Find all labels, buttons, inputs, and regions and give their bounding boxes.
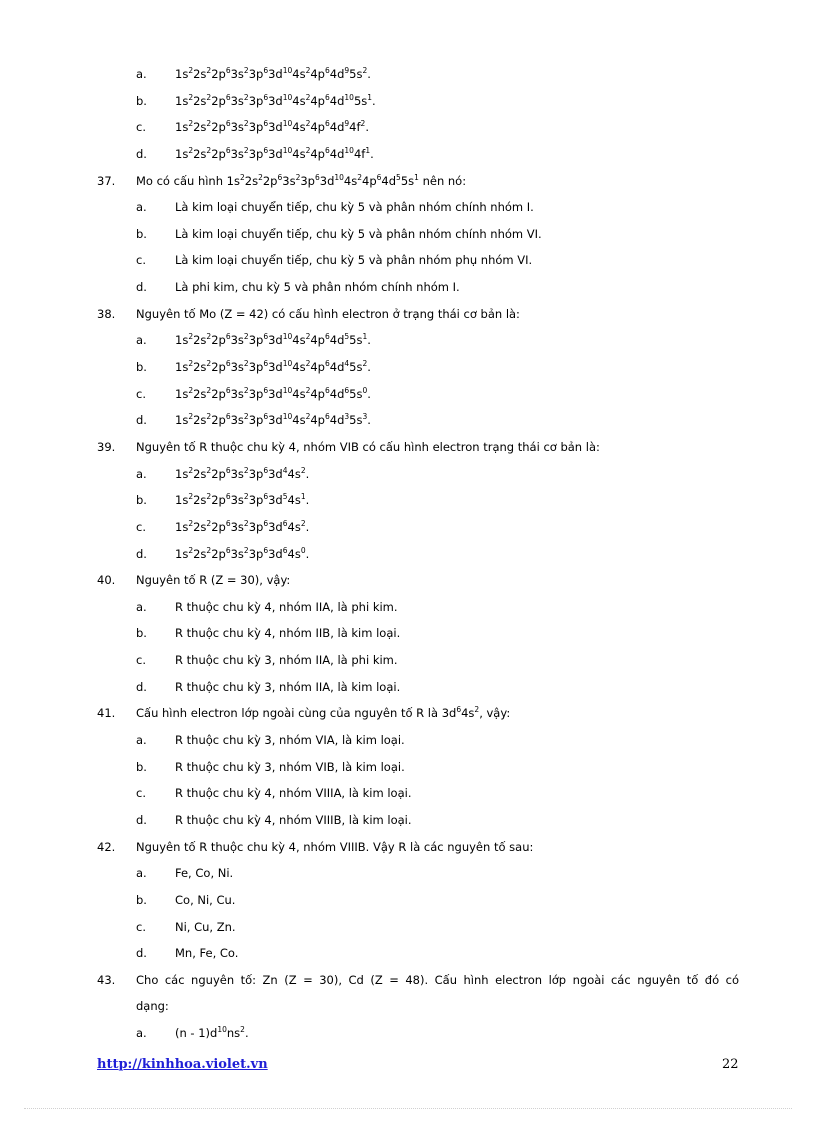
option-line xyxy=(0,328,816,355)
option-label: d. xyxy=(136,812,147,827)
option-text: $1s^22s^22p^63s^23p^63d^64s^2$. xyxy=(175,518,310,534)
option-text: Là kim loại chuyển tiếp, chu kỳ 5 và phân nhóm phụ nhóm VI. xyxy=(175,253,533,268)
question-text: Nguyên tố Mo (Z = 42) có cấu hình electron ở trạng thái cơ bản là: xyxy=(136,306,520,321)
option-line xyxy=(0,675,816,702)
question-number: 41. xyxy=(97,706,116,721)
option-label: a. xyxy=(136,733,147,748)
question-text: dạng: xyxy=(136,999,169,1014)
option-label: d. xyxy=(136,146,147,161)
option-line xyxy=(0,648,816,675)
option-label: b. xyxy=(136,493,147,508)
question-number: 42. xyxy=(97,839,116,854)
option-label: b. xyxy=(136,626,147,641)
option-label: d. xyxy=(136,280,147,295)
option-text: $1s^22s^22p^63s^23p^63d^{10}4s^24p^64d^{10}4f^1$. xyxy=(175,145,374,161)
option-line xyxy=(0,888,816,915)
option-line xyxy=(0,595,816,622)
footer-link[interactable]: http://kinhhoa.violet.vn xyxy=(97,1057,268,1072)
option-line xyxy=(0,621,816,648)
option-text: $1s^22s^22p^63s^23p^63d^44s^2$. xyxy=(175,465,310,481)
option-text: R thuộc chu kỳ 4, nhóm VIIIA, là kim loại. xyxy=(175,786,412,801)
question-text: Cho các nguyên tố: Zn (Z = 30), Cd (Z = 48). Cấu hình electron lớp ngoài các nguyên tố đó có xyxy=(136,972,739,987)
option-label: b. xyxy=(136,93,147,108)
option-line xyxy=(0,941,816,968)
option-text: Là phi kim, chu kỳ 5 và phân nhóm chính nhóm I. xyxy=(175,280,460,295)
option-label: a. xyxy=(136,1026,147,1041)
question-line xyxy=(0,568,816,595)
option-line xyxy=(0,1021,816,1048)
option-line xyxy=(0,195,816,222)
option-label: c. xyxy=(136,253,146,268)
option-line xyxy=(0,408,816,435)
option-text: $(n - 1)d^{10}ns^2$. xyxy=(175,1025,249,1041)
option-label: c. xyxy=(136,519,146,534)
option-line xyxy=(0,915,816,942)
page-number: 22 xyxy=(722,1057,739,1072)
question-line xyxy=(0,835,816,862)
option-text: R thuộc chu kỳ 3, nhóm VIB, là kim loại. xyxy=(175,759,405,774)
question-number: 38. xyxy=(97,306,116,321)
option-text: Ni, Cu, Zn. xyxy=(175,919,236,934)
option-label: d. xyxy=(136,546,147,561)
option-label: b. xyxy=(136,759,147,774)
option-text: $1s^22s^22p^63s^23p^63d^{10}4s^24p^64d^55s^1$. xyxy=(175,332,371,348)
option-label: a. xyxy=(136,866,147,881)
option-label: a. xyxy=(136,599,147,614)
option-label: a. xyxy=(136,67,147,81)
option-label: a. xyxy=(136,200,147,215)
question-text: Nguyên tố R (Z = 30), vậy: xyxy=(136,573,291,588)
option-label: b. xyxy=(136,226,147,241)
question-line xyxy=(0,701,816,728)
option-line xyxy=(0,542,816,569)
option-text: Là kim loại chuyển tiếp, chu kỳ 5 và phân nhóm chính nhóm I. xyxy=(175,200,534,215)
option-line xyxy=(0,808,816,835)
question-line xyxy=(0,968,816,995)
option-label: c. xyxy=(136,120,146,135)
question-text: Nguyên tố R thuộc chu kỳ 4, nhóm VIB có cấu hình electron trạng thái cơ bản là: xyxy=(136,439,600,454)
option-text: Mn, Fe, Co. xyxy=(175,946,239,961)
option-label: b. xyxy=(136,360,147,375)
option-text: R thuộc chu kỳ 4, nhóm IIA, là phi kim. xyxy=(175,599,398,614)
option-line xyxy=(0,755,816,782)
option-text: $1s^22s^22p^63s^23p^63d^{10}4s^24p^64d^35s^3$. xyxy=(175,412,371,428)
option-line xyxy=(0,781,816,808)
question-line xyxy=(0,435,816,462)
option-line xyxy=(0,861,816,888)
option-line xyxy=(0,222,816,249)
option-label: a. xyxy=(136,466,147,481)
question-number: 37. xyxy=(97,173,116,188)
option-label: b. xyxy=(136,892,147,907)
option-line xyxy=(0,142,816,169)
option-text: $1s^22s^22p^63s^23p^63d^{10}4s^24p^64d^94f^2$. xyxy=(175,119,369,135)
option-text: R thuộc chu kỳ 3, nhóm VIA, là kim loại. xyxy=(175,733,405,748)
question-number: 43. xyxy=(97,972,116,987)
question-text: Mo có cấu hình $1s^22s^22p^63s^23p^63d^{10}4s^24p^64d^55s^1$ nên nó: xyxy=(136,172,467,188)
question-line xyxy=(0,169,816,196)
option-text: $1s^22s^22p^63s^23p^63d^{10}4s^24p^64d^45s^2$. xyxy=(175,359,371,375)
option-label: c. xyxy=(136,386,146,401)
option-text: R thuộc chu kỳ 3, nhóm IIA, là kim loại. xyxy=(175,679,401,694)
option-label: d. xyxy=(136,413,147,428)
option-text: Fe, Co, Ni. xyxy=(175,866,234,881)
option-text: R thuộc chu kỳ 4, nhóm IIB, là kim loại. xyxy=(175,626,401,641)
page-bottom-rule xyxy=(24,1108,792,1109)
option-line xyxy=(0,115,816,142)
option-label: a. xyxy=(136,333,147,348)
option-line xyxy=(0,62,816,89)
option-line xyxy=(0,488,816,515)
option-text: $1s^22s^22p^63s^23p^63d^64s^0$. xyxy=(175,545,310,561)
option-label: c. xyxy=(136,653,146,668)
option-line xyxy=(0,462,816,489)
option-label: d. xyxy=(136,946,147,961)
option-text: R thuộc chu kỳ 4, nhóm VIIIB, là kim loại. xyxy=(175,812,412,827)
option-line xyxy=(0,89,816,116)
option-line xyxy=(0,728,816,755)
question-number: 39. xyxy=(97,439,116,454)
option-text: $1s^22s^22p^63s^23p^63d^{10}4s^24p^64d^95s^2$. xyxy=(175,66,371,81)
option-line xyxy=(0,515,816,542)
option-line xyxy=(0,275,816,302)
option-line xyxy=(0,248,816,275)
question-text: Cấu hình electron lớp ngoài cùng của nguyên tố R là $3d^64s^2$, vậy: xyxy=(136,705,511,721)
option-text: Là kim loại chuyển tiếp, chu kỳ 5 và phân nhóm chính nhóm VI. xyxy=(175,226,542,241)
question-text: Nguyên tố R thuộc chu kỳ 4, nhóm VIIIB. Vậy R là các nguyên tố sau: xyxy=(136,839,534,854)
option-label: c. xyxy=(136,786,146,801)
option-text: $1s^22s^22p^63s^23p^63d^{10}4s^24p^64d^{10}5s^1$. xyxy=(175,92,376,108)
option-line xyxy=(0,355,816,382)
option-line xyxy=(0,382,816,409)
question-line xyxy=(0,302,816,329)
document-body xyxy=(0,62,816,1048)
option-text: $1s^22s^22p^63s^23p^63d^{10}4s^24p^64d^65s^0$. xyxy=(175,385,371,401)
option-text: $1s^22s^22p^63s^23p^63d^54s^1$. xyxy=(175,492,310,508)
option-text: R thuộc chu kỳ 3, nhóm IIA, là phi kim. xyxy=(175,653,398,668)
option-text: Co, Ni, Cu. xyxy=(175,892,236,907)
question-continuation xyxy=(0,994,816,1021)
option-label: c. xyxy=(136,919,146,934)
option-label: d. xyxy=(136,679,147,694)
question-number: 40. xyxy=(97,573,116,588)
